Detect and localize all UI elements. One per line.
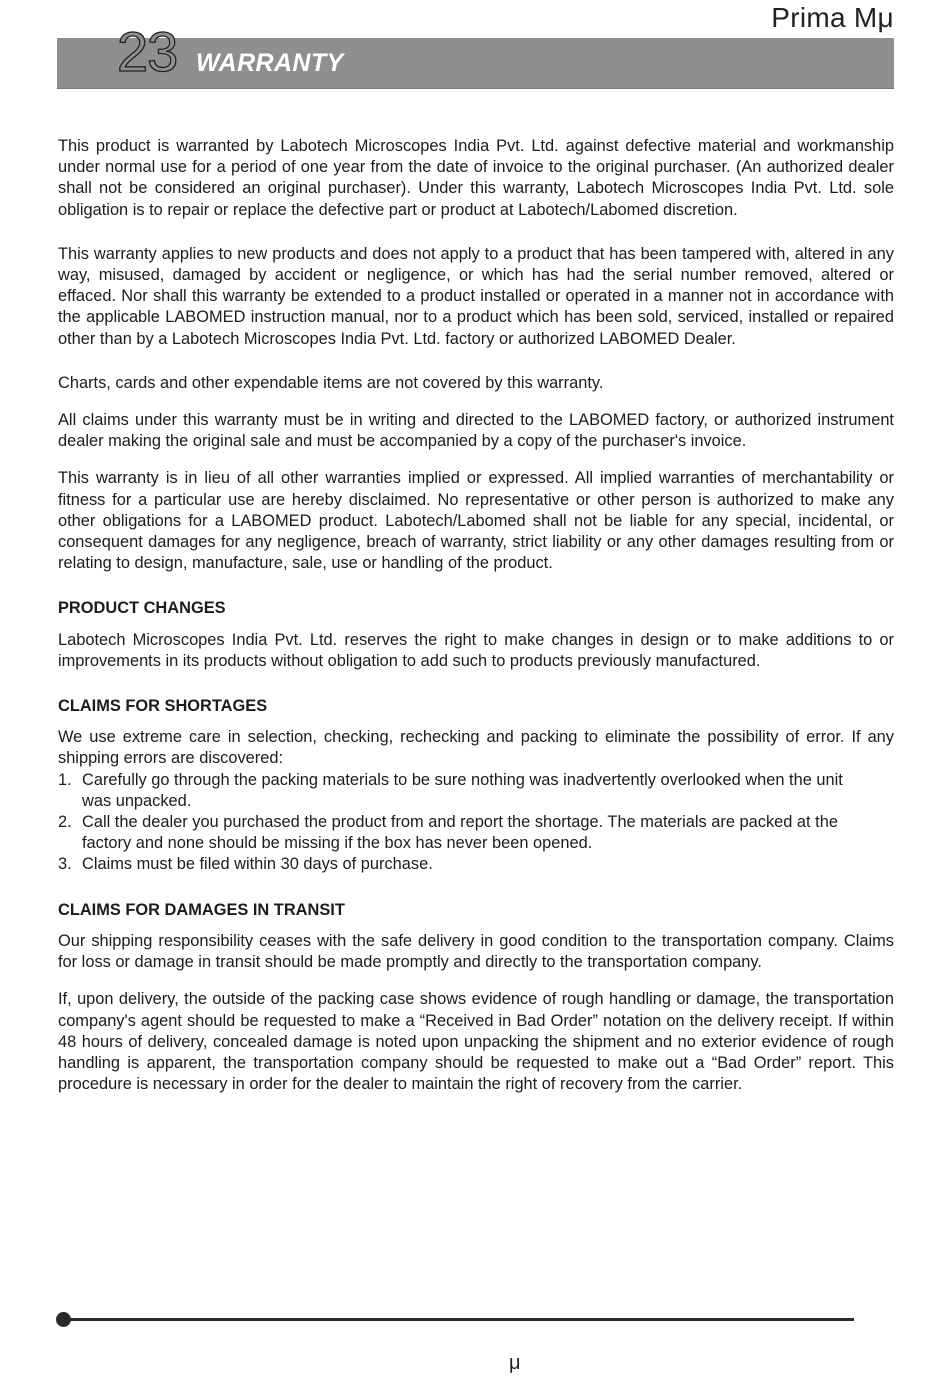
brand-title: Prima Mμ — [771, 2, 894, 33]
chapter-number: 23 — [117, 20, 178, 83]
warranty-paragraph-4: All claims under this warranty must be in writing and directed to the LABOMED factory, or authorized instrument dealer making the original sale and must be accompanied by a copy of the purchaser's invoice. — [58, 411, 894, 451]
chapter-title: WARRANTY — [196, 49, 344, 77]
list-item-text: Carefully go through the packing materials to be sure nothing was inadvertently overlooked when the unit was unpacked. — [82, 770, 843, 810]
warranty-paragraph-1: This product is warranted by Labotech Microscopes India Pvt. Ltd. against defective material and workmanship under normal use for a period of one year from the date of invoice to the original purchaser. (An authorized dealer shall not be considered an original purchaser). Under this warranty, Labotech Microscopes India Pvt. Ltd. sole obligation is to repair or replace the defective part or product at Labotech/Labomed discretion. — [58, 137, 894, 219]
shortages-intro: We use extreme care in selection, checking, rechecking and packing to eliminate the possibility of error. If any shipping errors are discovered: — [58, 728, 894, 768]
list-item — [58, 812, 894, 854]
list-item — [58, 770, 894, 812]
list-item-text: Call the dealer you purchased the product from and report the shortage. The materials are packed at the factory and none should be missing if the box has never been opened. — [82, 813, 838, 853]
page-content — [58, 136, 894, 1095]
list-item-number: 3. — [58, 855, 72, 874]
transit-heading: CLAIMS FOR DAMAGES IN TRANSIT — [58, 900, 345, 919]
warranty-paragraph-3: Charts, cards and other expendable items are not covered by this warranty. — [58, 373, 604, 392]
list-item-text: Claims must be filed within 30 days of purchase. — [82, 855, 433, 874]
list-item-number: 2. — [58, 813, 72, 832]
warranty-paragraph-2: This warranty applies to new products and does not apply to a product that has been tampered with, altered in any way, misused, damaged by accident or negligence, or which has had the serial number removed, altered or effaced. Nor shall this warranty be extended to a product installed or operated in a manner not in accordance with the applicable LABOMED instruction manual, nor to a product which has been sold, serviced, installed or repaired other than by a Labotech Microscopes India Pvt. Ltd. factory or authorized LABOMED Dealer. — [58, 244, 894, 348]
transit-paragraph-1: Our shipping responsibility ceases with the safe delivery in good condition to the transportation company. Claims for loss or damage in transit should be made promptly and directly to the transportation company. — [58, 931, 894, 972]
product-changes-text: Labotech Microscopes India Pvt. Ltd. reserves the right to make changes in design or to make additions to or improvements in its products without obligation to add such to products previously manufactured. — [58, 630, 894, 670]
product-changes-heading: PRODUCT CHANGES — [58, 599, 226, 618]
warranty-paragraph-5: This warranty is in lieu of all other warranties implied or expressed. All implied warranties of merchantability or fitness for a particular use are hereby disclaimed. No representative or other person is authorized to make any other obligations for a LABOMED product. Labotech/Labomed shall not be liable for any special, incidental, or consequent damages for any negligence, breach of warranty, strict liability or any other damages resulting from or relating to design, manufacture, sale, use or handling of the product. — [58, 469, 894, 573]
page-mark: μ — [509, 1352, 521, 1374]
shortages-heading: CLAIMS FOR SHORTAGES — [58, 697, 268, 716]
footer-rule — [64, 1318, 854, 1321]
transit-paragraph-2: If, upon delivery, the outside of the packing case shows evidence of rough handling or damage, the transportation company's agent should be requested to make a “Received in Bad Order” notation on the delivery receipt. If within 48 hours of delivery, concealed damage is noted upon unpacking the shipment and no exterior evidence of rough handling is apparent, the transportation company should be requested to make out a “Bad Order” report. This procedure is necessary in order for the dealer to maintain the right of recovery from the carrier. — [58, 990, 894, 1094]
list-item-number: 1. — [58, 770, 72, 789]
chapter-banner — [57, 20, 894, 89]
list-item — [58, 854, 894, 875]
shortages-list — [58, 770, 894, 876]
